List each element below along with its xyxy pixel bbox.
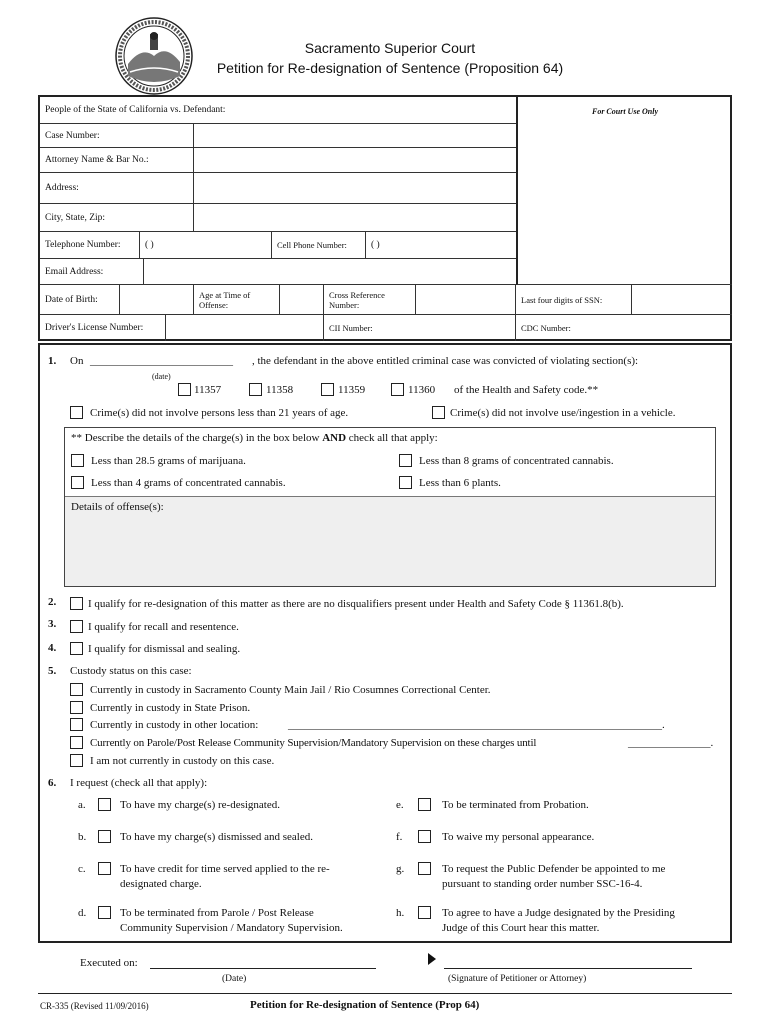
footer-rule [38,993,732,994]
item4-checkbox[interactable] [70,642,83,655]
code-11359-checkbox[interactable] [321,383,334,396]
request-c-label-1: To have credit for time served applied to the re- [120,863,330,875]
request-h-label-1: To agree to have a Judge designated by the Presiding [442,907,675,919]
dl-field[interactable] [166,315,324,341]
custody-other-checkbox[interactable] [70,718,83,731]
details-label: Details of offense(s): [71,501,164,513]
request-a-checkbox[interactable] [98,798,111,811]
execution-date-line[interactable] [150,968,376,969]
request-d-label-2: Community Supervision / Mandatory Supervision. [120,922,343,934]
city-label: City, State, Zip: [40,204,194,232]
conc8-label: Less than 8 grams of concentrated cannabis. [419,455,614,467]
signature-line[interactable] [444,968,692,969]
vehicle-label: Crime(s) did not involve use/ingestion in a vehicle. [450,407,676,419]
attorney-label: Attorney Name & Bar No.: [40,148,194,173]
request-b-checkbox[interactable] [98,830,111,843]
code-11357-label: 11357 [194,384,222,396]
cdc-field[interactable]: CDC Number: [521,323,571,333]
request-g-letter: g. [396,863,405,875]
minors-label: Crime(s) did not involve persons less than 21 years of age. [90,407,349,419]
cross-ref-label: Cross Reference Number: [324,285,416,315]
minors-checkbox[interactable] [70,406,83,419]
request-g-checkbox[interactable] [418,862,431,875]
court-use-box [516,97,732,285]
signature-caption: (Signature of Petitioner or Attorney) [448,974,587,984]
custody-parole-checkbox[interactable] [70,736,83,749]
case-number-label: Case Number: [40,124,194,148]
describe-instruction: ** Describe the details of the charge(s) in the box below AND check all that apply: [71,432,438,444]
item1-date-hint: (date) [152,372,171,381]
request-e-label: To be terminated from Probation. [442,799,589,811]
custody-other-label: Currently in custody in other location: [90,719,259,731]
item6-label: I request (check all that apply): [70,777,208,789]
item4-number: 4. [48,642,57,654]
executed-on-label: Executed on: [80,957,138,969]
request-f-checkbox[interactable] [418,830,431,843]
cell-phone-field[interactable]: ( ) [366,232,516,259]
telephone-field[interactable]: ( ) [140,232,272,259]
petition-body [38,343,732,943]
request-e-letter: e. [396,799,404,811]
item1-prefix: On [70,355,84,367]
conc4-checkbox[interactable] [71,476,84,489]
address-field[interactable] [194,173,516,204]
attorney-field[interactable] [194,148,516,173]
request-h-letter: h. [396,907,405,919]
item6-number: 6. [48,777,57,789]
ssn-label: Last four digits of SSN: [516,285,632,315]
court-use-label: For Court Use Only [591,107,658,116]
city-field[interactable] [194,204,516,232]
marijuana-checkbox[interactable] [71,454,84,467]
request-d-checkbox[interactable] [98,906,111,919]
page-subtitle: Petition for Re-designation of Sentence (Proposition 64) [216,60,564,76]
request-e-checkbox[interactable] [418,798,431,811]
request-a-letter: a. [78,799,86,811]
custody-main-jail-label: Currently in custody in Sacramento County Main Jail / Rio Cosumnes Correctional Center. [90,684,491,696]
request-a-label: To have my charge(s) re-designated. [120,799,280,811]
code-11358-checkbox[interactable] [249,383,262,396]
request-c-letter: c. [78,863,86,875]
dob-field[interactable] [120,285,194,315]
case-info-table [38,95,732,341]
item3-label: I qualify for recall and resentence. [88,621,239,633]
item2-label: I qualify for re-designation of this matter as there are no disqualifiers present under Health and Safety Code § 11361.8(b). [88,598,624,610]
email-label: Email Address: [40,259,144,285]
email-field[interactable] [144,259,516,285]
request-f-letter: f. [396,831,403,843]
item3-checkbox[interactable] [70,620,83,633]
marijuana-label: Less than 28.5 grams of marijuana. [91,455,246,467]
request-d-label-1: To be terminated from Parole / Post Release [120,907,314,919]
code-11357-checkbox[interactable] [178,383,191,396]
custody-parole-label: Currently on Parole/Post Release Community Supervision/Mandatory Supervision on these charges until [90,737,537,749]
telephone-label: Telephone Number: [40,232,140,259]
conc4-label: Less than 4 grams of concentrated cannabis. [91,477,286,489]
not-in-custody-checkbox[interactable] [70,754,83,767]
address-label: Address: [40,173,194,204]
custody-state-prison-checkbox[interactable] [70,701,83,714]
code-11358-label: 11358 [266,384,294,396]
item2-checkbox[interactable] [70,597,83,610]
arrow-icon [428,953,436,965]
request-b-label: To have my charge(s) dismissed and sealed. [120,831,313,843]
item4-label: I qualify for dismissal and sealing. [88,643,241,655]
request-h-label-2: Judge of this Court hear this matter. [442,922,600,934]
request-d-letter: d. [78,907,87,919]
dl-label: Driver's License Number: [40,315,166,341]
cell-phone-label: Cell Phone Number: [272,232,366,259]
item5-number: 5. [48,665,57,677]
vehicle-checkbox[interactable] [432,406,445,419]
form-title: Petition for Re-designation of Sentence (Prop 64) [250,999,480,1011]
custody-other-blank[interactable]: ____________________________________________________________________. [288,719,665,731]
plants-label: Less than 6 plants. [419,477,501,489]
not-in-custody-label: I am not currently in custody on this case. [90,755,275,767]
request-g-label-1: To request the Public Defender be appointed to me [442,863,666,875]
item1-date-blank[interactable]: __________________________ [90,355,233,367]
charge-details-box [64,427,716,587]
request-c-checkbox[interactable] [98,862,111,875]
ssn-field[interactable] [632,285,732,315]
cii-field[interactable]: CII Number: [324,315,516,341]
request-f-label: To waive my personal appearance. [442,831,595,843]
custody-state-prison-label: Currently in custody in State Prison. [90,702,251,714]
item2-number: 2. [48,596,57,608]
case-number-field[interactable] [194,124,516,148]
dob-label: Date of Birth: [40,285,120,315]
plants-checkbox[interactable] [399,476,412,489]
item1-number: 1. [48,355,57,367]
item1-suffix: , the defendant in the above entitled criminal case was convicted of violating section(s): [252,355,639,367]
custody-main-jail-checkbox[interactable] [70,683,83,696]
page-title: Sacramento Superior Court [304,40,476,56]
request-g-label-2: pursuant to standing order number SSC-16-4. [442,878,643,890]
conc8-checkbox[interactable] [399,454,412,467]
request-c-label-2: designated charge. [120,878,202,890]
code-11360-checkbox[interactable] [391,383,404,396]
item5-label: Custody status on this case: [70,665,192,677]
cross-ref-field[interactable] [416,285,516,315]
details-textarea[interactable] [65,496,715,586]
custody-parole-blank[interactable]: _______________. [628,737,714,749]
codes-suffix: of the Health and Safety code.** [454,384,599,396]
people-label: People of the State of California vs. Defendant: [40,97,516,124]
court-seal-logo [114,16,194,96]
age-offense-label: Age at Time of Offense: [194,285,280,315]
item3-number: 3. [48,618,57,630]
age-offense-field[interactable] [280,285,324,315]
date-caption: (Date) [222,974,247,984]
code-11360-label: 11360 [408,384,436,396]
code-11359-label: 11359 [338,384,366,396]
form-id: CR-335 (Revised 11/09/2016) [40,1001,149,1011]
request-b-letter: b. [78,831,87,843]
request-h-checkbox[interactable] [418,906,431,919]
